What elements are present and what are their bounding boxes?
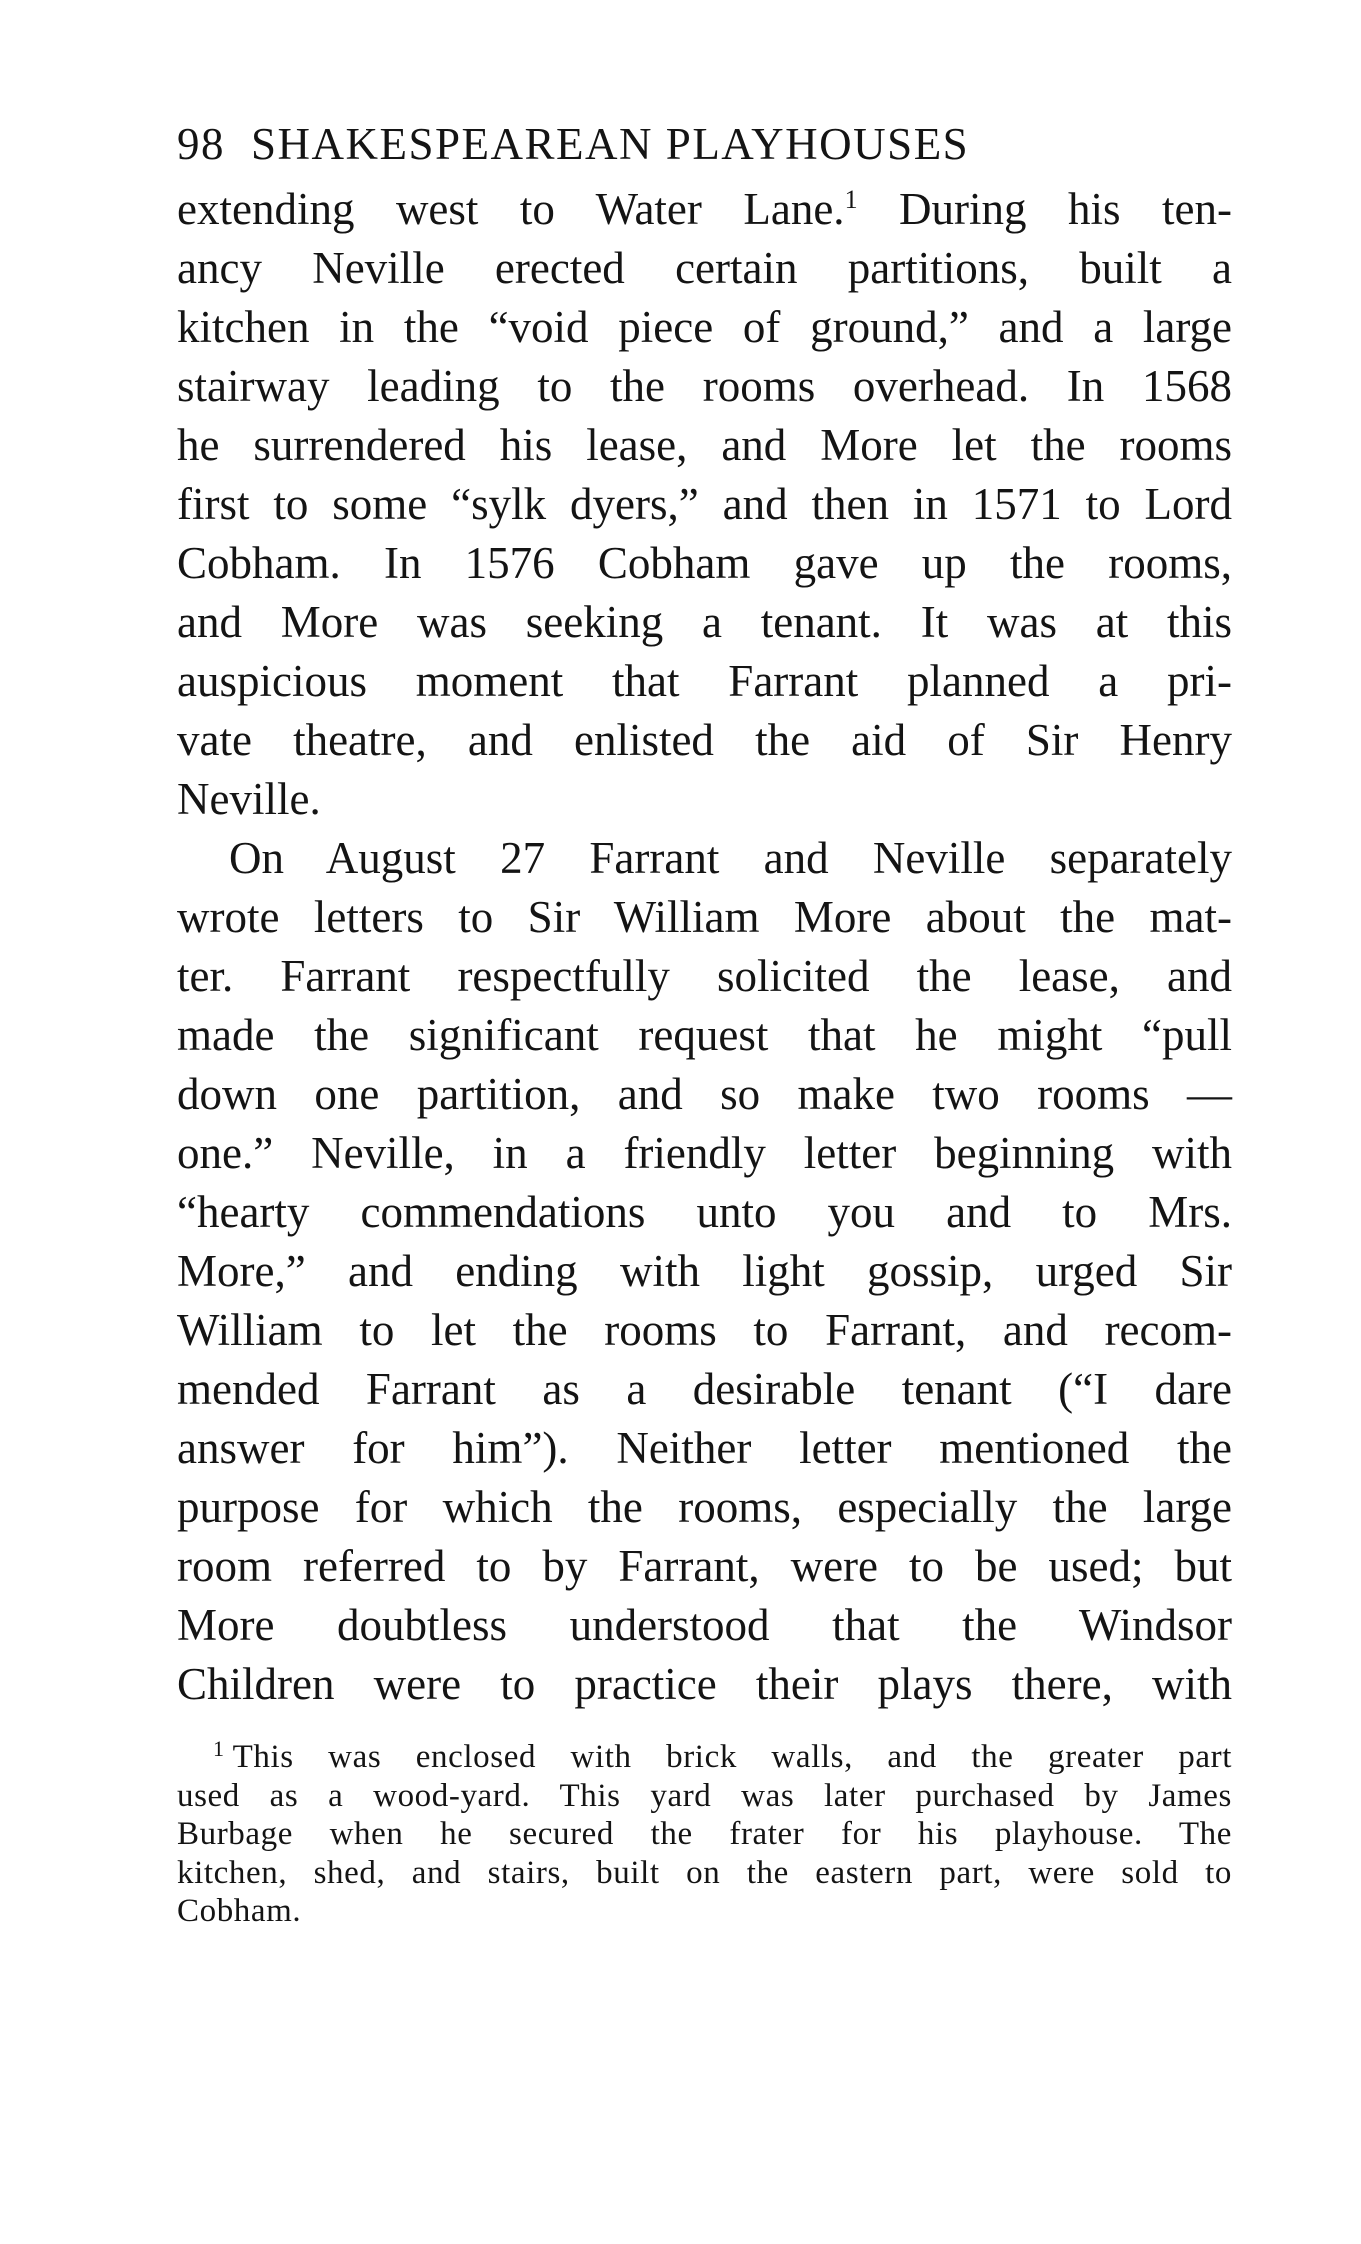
text-line: More,” and ending with light gossip, urged Sir — [177, 1246, 1232, 1296]
text-line: one.” Neville, in a friendly letter beginning with — [177, 1128, 1232, 1178]
book-page — [177, 118, 1232, 1931]
text-line: Neville. — [177, 774, 321, 824]
text-line: auspicious moment that Farrant planned a pri- — [177, 656, 1232, 706]
footnote-line: kitchen, shed, and stairs, built on the eastern part, were sold to — [177, 1854, 1232, 1891]
text-line: Children were to practice their plays there, with — [177, 1659, 1232, 1709]
page-number: 98 — [177, 119, 225, 169]
footnote-reference[interactable]: 1 — [844, 185, 858, 214]
text-line: Cobham. In 1576 Cobham gave up the rooms, — [177, 538, 1232, 588]
text-line: kitchen in the “void piece of ground,” and a large — [177, 302, 1232, 352]
text-line: extending west to Water Lane.$^1$ During his ten- — [177, 184, 1232, 234]
text-line: ter. Farrant respectfully solicited the lease, and — [177, 951, 1232, 1001]
paragraph-start-line: On August 27 Farrant and Neville separately — [229, 833, 1232, 883]
footnotes — [177, 1738, 1232, 1931]
text-line: and More was seeking a tenant. It was at this — [177, 597, 1232, 647]
text-line: wrote letters to Sir William More about the mat- — [177, 892, 1232, 942]
text-line: mended Farrant as a desirable tenant (“I dare — [177, 1364, 1232, 1414]
text-line: vate theatre, and enlisted the aid of Sir Henry — [177, 715, 1232, 765]
text-line: room referred to by Farrant, were to be used; but — [177, 1541, 1232, 1591]
text-line: More doubtless understood that the Windsor — [177, 1600, 1232, 1650]
text-line: purpose for which the rooms, especially the large — [177, 1482, 1232, 1532]
text-line: “hearty commendations unto you and to Mrs. — [177, 1187, 1232, 1237]
text-line: made the significant request that he might “pull — [177, 1010, 1232, 1060]
footnote-line: $^1$ This was enclosed with brick walls, and the greater part — [213, 1736, 1232, 1775]
body-text — [177, 180, 1232, 1714]
text-line: answer for him”). Neither letter mentioned the — [177, 1423, 1232, 1473]
text-line: down one partition, and so make two rooms — — [177, 1069, 1232, 1119]
running-title: SHAKESPEAREAN PLAYHOUSES — [251, 119, 970, 169]
text-line: ancy Neville erected certain partitions, built a — [177, 243, 1232, 293]
running-head — [177, 118, 1232, 180]
footnote-marker: 1 — [213, 1736, 225, 1761]
footnote-line: Burbage when he secured the frater for his playhouse. The — [177, 1816, 1232, 1852]
text-line: stairway leading to the rooms overhead. In 1568 — [177, 361, 1232, 411]
text-line: first to some “sylk dyers,” and then in 1571 to Lord — [177, 479, 1232, 529]
text-line: he surrendered his lease, and More let the rooms — [177, 420, 1232, 470]
text-line: William to let the rooms to Farrant, and recom- — [177, 1305, 1232, 1355]
footnote-line: used as a wood-yard. This yard was later purchased by James — [177, 1777, 1232, 1814]
footnote-line: Cobham. — [177, 1893, 302, 1929]
